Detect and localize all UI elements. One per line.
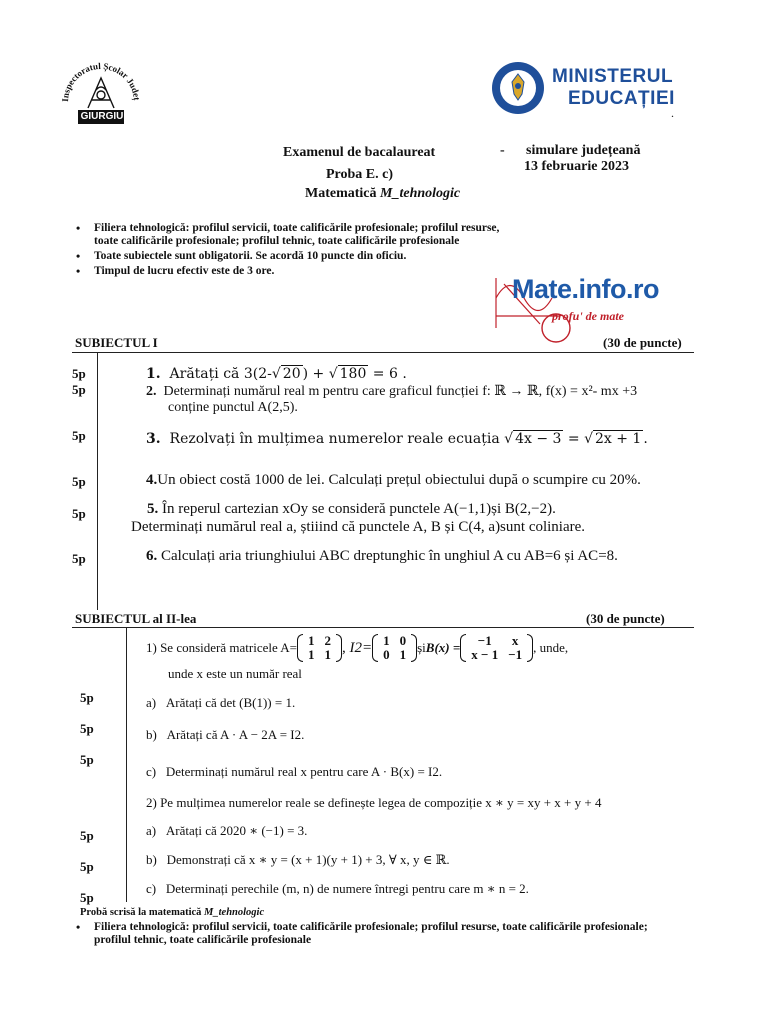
item-points: 5p bbox=[80, 828, 94, 843]
section-divider bbox=[72, 352, 694, 353]
instruction-item: • Timpul de lucru efectiv este de 3 ore. bbox=[76, 265, 506, 278]
subiect2-points: (30 de puncte) bbox=[586, 611, 665, 626]
instruction-item: • Filiera tehnologică: profilul servicii, toate calificările profesionale; profilul resurse, toate calificările profesionale; profilul tehnic, toate calificările profesionale bbox=[76, 222, 506, 248]
watermark-tagline: profu' de mate bbox=[552, 309, 624, 323]
item-points: 5p bbox=[72, 382, 86, 397]
subiect2-item-2a: a) Arătați că 2020 ∗ (−1) = 3. bbox=[146, 823, 308, 838]
subiect2-item-1b: b) Arătați că A · A − 2A = I2. bbox=[146, 727, 305, 742]
item-points: 5p bbox=[72, 506, 86, 521]
svg-text:Inspectoratul Școlar Județean: Inspectoratul Școlar Județ bbox=[59, 60, 142, 103]
matrix-i2: 1 0 0 1 bbox=[372, 634, 417, 662]
instructions-list bbox=[76, 222, 506, 280]
subiect2-item-1c: c) Determinați numărul real x pentru care A · B(x) = I2. bbox=[146, 764, 443, 779]
subiect1-item-6: 6. Calculați aria triunghiului ABC dreptunghic în unghiul A cu AB=6 și AC=8. bbox=[146, 548, 618, 564]
footer-bullet: • Filiera tehnologică: profilul servicii, toate calificările profesionale; profilul resurse, toate calificările profesionale; profilul tehnic, toate calificările profesionale bbox=[76, 921, 666, 947]
item-points: 5p bbox=[72, 474, 86, 489]
exam-title: Examenul de bacalaureat bbox=[283, 145, 436, 160]
item-points: 5p bbox=[80, 752, 94, 767]
exam-subject: Matematică M_tehnologic bbox=[305, 186, 461, 201]
subiect1-item-3: 3. Rezolvați în mulțimea numerelor reale ecuația √ 4x − 3 = √ 2x + 1 . bbox=[146, 431, 648, 447]
footer-list bbox=[76, 921, 666, 949]
subiect1-points: (30 de puncte) bbox=[603, 335, 682, 350]
item-points: 5p bbox=[80, 721, 94, 736]
watermark-brand: Mate.info.ro bbox=[512, 274, 659, 304]
item-points: 5p bbox=[80, 690, 94, 705]
subiect1-item-2: 2. Determinați numărul real m pentru care graficul funcției f: ℝ → ℝ, f(x) = x²- mx +3 conține punctul A(2,5). bbox=[146, 384, 638, 415]
subiect1-item-5: 5. În reperul cartezian xOy se consideră punctele A(−1,1)și B(2,−2). Determinați numărul real a, știiind că punctele A, B și C(4, a)sunt coliniare. bbox=[131, 501, 586, 535]
points-column-line bbox=[126, 627, 127, 902]
ministry-line2: EDUCAȚIEI bbox=[568, 88, 675, 109]
item-points: 5p bbox=[80, 859, 94, 874]
exam-dash: - bbox=[500, 143, 505, 158]
subiect2-item-2b: b) Demonstrați că x ∗ y = (x + 1)(y + 1) + 3, ∀ x, y ∈ ℝ. bbox=[146, 852, 450, 867]
matrix-a: 1 2 1 1 bbox=[297, 634, 342, 662]
subiect2-intro: 1) Se consideră matricele A= 1 2 1 1 , I2= 1 0 0 1 și B(x) = −1 x x − 1 −1 , unde, unde x este un număr real bbox=[146, 633, 569, 681]
item-points: 5p bbox=[72, 551, 86, 566]
ministry-line1: MINISTERUL bbox=[552, 66, 674, 87]
exam-proba: Proba E. c) bbox=[326, 167, 394, 182]
item-points: 5p bbox=[80, 890, 94, 905]
item-points: 5p bbox=[72, 366, 86, 381]
ministry-logo bbox=[490, 60, 680, 116]
section-divider bbox=[72, 627, 694, 628]
exam-session: simulare județeană bbox=[526, 143, 641, 158]
item-points: 5p bbox=[72, 428, 86, 443]
instruction-item: • Toate subiectele sunt obligatorii. Se acordă 10 puncte din oficiu. bbox=[76, 250, 506, 263]
subiect2-title: SUBIECTUL al II-lea bbox=[75, 611, 197, 626]
isj-giurgiu-logo bbox=[58, 50, 144, 130]
subiect1-item-1: 1. Arătați că 3(2-√ 20 ) + √ 180 = 6 . bbox=[146, 366, 407, 382]
subiect1-item-4: 4.Un obiect costă 1000 de lei. Calculați prețul obiectului după o scumpire cu 20%. bbox=[146, 472, 641, 488]
subiect1-title: SUBIECTUL I bbox=[75, 335, 158, 350]
footer-line: Probă scrisă la matematică M_tehnologic bbox=[80, 907, 265, 918]
government-seal-icon bbox=[490, 60, 546, 116]
matrix-b: −1 x x − 1 −1 bbox=[460, 634, 533, 662]
exam-date: 13 februarie 2023 bbox=[524, 159, 629, 174]
subiect2-item-2c: c) Determinați perechile (m, n) de numere întregi pentru care m ∗ n = 2. bbox=[146, 881, 529, 896]
subiect2-law: 2) Pe mulțimea numerelor reale se definește legea de compoziție x ∗ y = xy + x + y + 4 bbox=[146, 795, 602, 810]
subiect2-item-1a: a) Arătați că det (B(1)) = 1. bbox=[146, 695, 296, 710]
logo-city-label: GIURGIU bbox=[80, 111, 124, 122]
points-column-line bbox=[97, 352, 98, 610]
